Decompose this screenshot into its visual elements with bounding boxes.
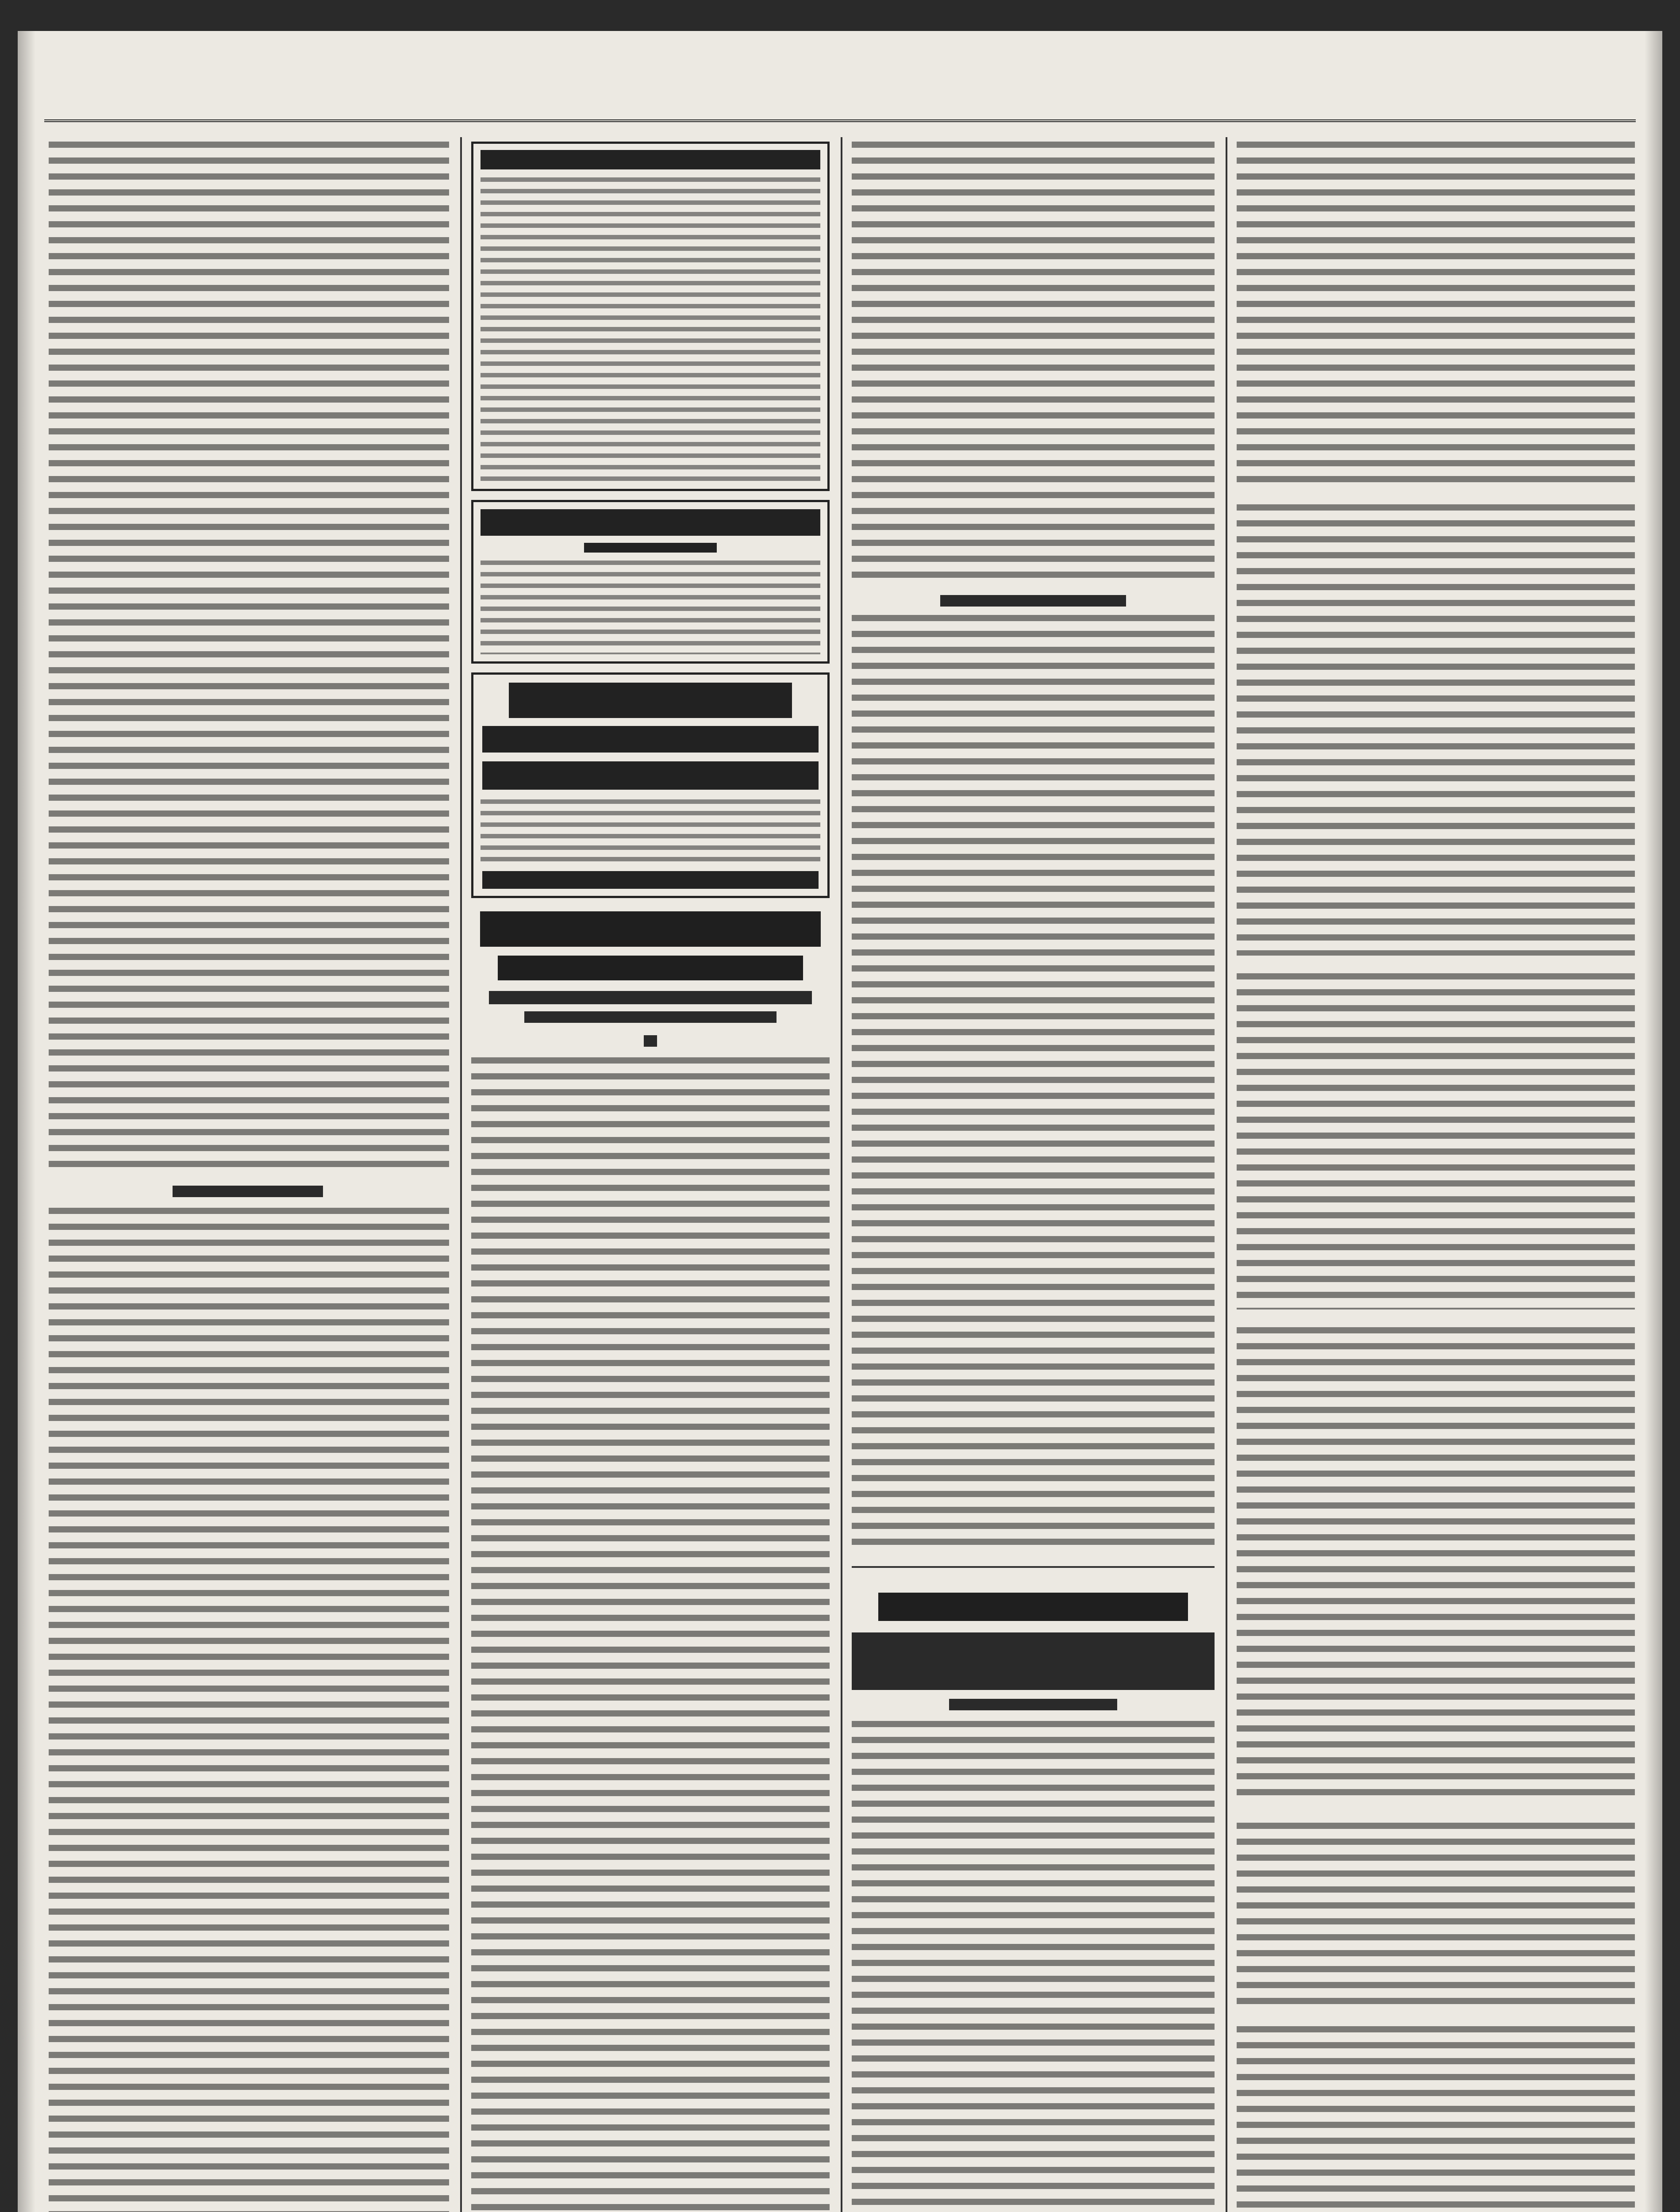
text-block [1237, 2026, 1635, 2212]
article-subheadline [852, 1632, 1215, 1690]
text-block [1237, 1823, 1635, 2008]
notice-box-text [481, 177, 820, 482]
bank-advertisement [471, 500, 830, 664]
article-divider [852, 1566, 1215, 1568]
article-subheadline [489, 991, 812, 1004]
text-block [852, 615, 1215, 1553]
advertisement-text [481, 799, 820, 865]
text-block [49, 1208, 449, 2212]
section-numeral [644, 1035, 657, 1047]
text-block [852, 142, 1215, 584]
article-headline [878, 1593, 1188, 1621]
article-headline [498, 956, 803, 980]
bank-advertisement [471, 672, 830, 898]
advertisement-text [481, 561, 820, 654]
column-3 [852, 142, 1215, 2212]
notice-box-title [481, 150, 820, 169]
text-block [1237, 504, 1635, 956]
text-block [1237, 1327, 1635, 1805]
text-block [1237, 973, 1635, 1310]
advertisement-subtitle [584, 543, 717, 553]
column-1 [49, 142, 449, 2212]
advertisement-footer [482, 871, 819, 889]
article-byline [524, 1011, 777, 1023]
advertisement-subtitle [482, 726, 819, 753]
page-edge-left [18, 31, 35, 2212]
section-headline [480, 911, 821, 947]
text-block [852, 1721, 1215, 2212]
advertisement-title [509, 683, 792, 718]
page-header [44, 80, 1636, 122]
advertisement-title [481, 509, 820, 536]
section-heading [940, 595, 1126, 607]
article-byline [949, 1699, 1117, 1710]
page-edge-right [1645, 31, 1662, 2212]
column-4 [1237, 142, 1635, 2212]
text-block [1237, 142, 1635, 487]
text-block [49, 142, 449, 1172]
column-2 [471, 142, 830, 2212]
column-divider [460, 137, 462, 2212]
section-heading [173, 1186, 323, 1197]
newspaper-page [18, 31, 1662, 2212]
advertisement-address [482, 761, 819, 790]
text-block [471, 1057, 830, 2212]
column-divider [1226, 137, 1227, 2212]
notice-box [471, 142, 830, 491]
column-divider [841, 137, 842, 2212]
